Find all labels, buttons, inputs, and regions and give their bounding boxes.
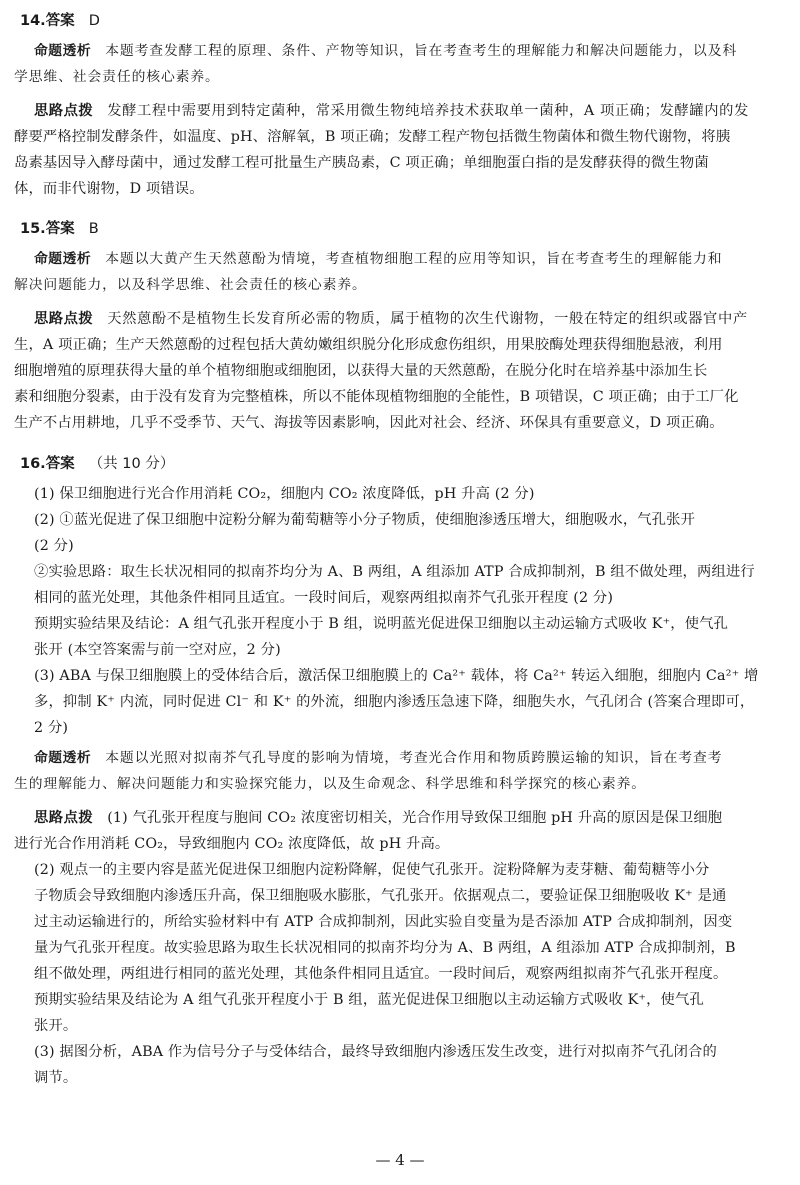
q16-approach-line: 量为气孔张开程度。故实验思路为取生长状况相同的拟南芥均分为 A、B 两组，A 组添加 ATP 合成抑制剂，B [34,940,736,956]
q16-answer-line: (3) ABA 与保卫细胞膜上的受体结合后，激活保卫细胞膜上的 Ca²⁺ 载体，将 Ca²⁺ 转运入细胞，细胞内 Ca²⁺ 增 [34,668,759,684]
q14-approach-line: 体，而非代谢物，D 项错误。 [14,181,204,197]
q15-answer: B [88,221,99,237]
q16-approach-line: 预期实验结果及结论为 A 组气孔张开程度小于 B 组，蓝光促进保卫细胞以主动运输方式吸收 K⁺，使气孔 [34,992,704,1008]
page-number: — 4 — [375,1151,425,1169]
q16-answer-line: (1) 保卫细胞进行光合作用消耗 CO₂，细胞内 CO₂ 浓度降低，pH 升高 (2 分) [34,486,535,502]
q14-approach-line: 岛素基因导入酵母菌中，通过发酵工程可批量生产胰岛素，C 项正确；单细胞蛋白指的是发酵获得的微生物菌 [14,155,709,171]
analysis-label: 命题透析 [34,251,92,267]
q16-approach-line: 调节。 [34,1070,78,1086]
q15-analysis-line: 本题以大黄产生天然蒽酚为情境，考查植物细胞工程的应用等知识，旨在考查考生的理解能力和 [105,251,723,267]
q14-number: 14. [20,13,46,29]
analysis-label: 命题透析 [34,43,92,59]
q16-answer-line: 多，抑制 K⁺ 内流，同时促进 Cl⁻ 和 K⁺ 的外流，细胞内渗透压急速下降，细胞失水，气孔闭合 (答案合理即可， [34,694,755,710]
q14-analysis-line: 学思维、社会责任的核心素养。 [14,69,220,85]
q16-approach-line: (3) 据图分析，ABA 作为信号分子与受体结合，最终导致细胞内渗透压发生改变，进行对拟南芥气孔闭合的 [34,1044,717,1060]
q16-approach-line: 张开。 [34,1018,78,1034]
q16-approach-line: 过主动运输进行的，所给实验材料中有 ATP 合成抑制剂，因此实验自变量为是否添加 ATP 合成抑制剂，因变 [34,914,733,930]
q16-answer-line: (2 分) [34,538,74,554]
q14-approach-line: 酵要严格控制发酵条件，如温度、pH、溶解氧，B 项正确；发酵工程产物包括微生物菌体和微生物代谢物，将胰 [14,129,731,145]
q15-header [20,219,99,239]
q16-answer-line: ②实验思路：取生长状况相同的拟南芥均分为 A、B 两组，A 组添加 ATP 合成抑制剂，B 组不做处理，两组进行 [34,564,755,580]
q15-analysis [14,246,782,298]
answer-label: 答案 [45,456,75,472]
q14-approach [14,98,782,202]
approach-label: 思路点拨 [34,311,94,327]
q16-approach [14,805,782,1091]
q15-approach-line: 生，A 项正确；生产天然蒽酚的过程包括大黄幼嫩组织脱分化形成愈伤组织，用果胶酶处理获得细胞悬液，利用 [14,337,723,353]
approach-label: 思路点拨 [34,810,94,826]
q16-approach-line: 组不做处理，两组进行相同的蓝光处理，其他条件相同且适宜。一段时间后，观察两组拟南芥气孔张开程度。 [34,966,728,982]
q15-analysis-line: 解决问题能力，以及科学思维、社会责任的核心素养。 [14,277,367,293]
q16-analysis-line: 本题以光照对拟南芥气孔导度的影响为情境，考查光合作用和物质跨膜运输的知识，旨在考查考 [105,750,723,766]
q16-header [20,454,174,474]
answer-label: 答案 [45,13,75,29]
q16-answer-line: 2 分) [34,720,69,736]
q14-analysis [14,38,782,90]
q16-answer-line: 张开 (本空答案需与前一空对应，2 分) [34,642,281,658]
analysis-label: 命题透析 [34,750,92,766]
q16-answer: （共 10 分） [88,456,175,472]
q15-approach [14,306,782,436]
q16-analysis-line: 生的理解能力、解决问题能力和实验探究能力，以及生命观念、科学思维和科学探究的核心素养。 [14,776,646,792]
q15-approach-line: 天然蒽酚不是植物生长发育所必需的物质，属于植物的次生代谢物，一般在特定的组织或器官中产 [107,311,748,327]
q16-approach-line: 进行光合作用消耗 CO₂，导致细胞内 CO₂ 浓度降低，故 pH 升高。 [14,836,450,852]
q16-analysis [14,745,782,797]
q16-answer-line: 相同的蓝光处理，其他条件相同且适宜。一段时间后，观察两组拟南芥气孔张开程度 (2 分) [34,590,614,606]
q16-answer-line: 预期实验结果及结论：A 组气孔张开程度小于 B 组，说明蓝光促进保卫细胞以主动运输方式吸收 K⁺，使气孔 [34,616,729,632]
q14-answer: D [88,13,100,29]
q16-approach-line: (2) 观点一的主要内容是蓝光促进保卫细胞内淀粉降解，促使气孔张开。淀粉降解为麦芽糖、葡萄糖等小分 [34,862,710,878]
q16-answer-line: (2) ①蓝光促进了保卫细胞中淀粉分解为葡萄糖等小分子物质，使细胞渗透压增大，细胞吸水，气孔张开 [34,512,696,528]
q16-answers [34,481,782,741]
q16-approach-line: 子物质会导致细胞内渗透压升高，保卫细胞吸水膨胀，气孔张开。依据观点二，要验证保卫细胞吸收 K⁺ 是通 [34,888,727,904]
q15-number: 15. [20,221,46,237]
q14-header [20,11,100,31]
q16-number: 16. [20,456,46,472]
q15-approach-line: 细胞增殖的原理获得大量的单个植物细胞或细胞团，以获得大量的天然蒽酚，在脱分化时在培养基中添加生长 [14,363,708,379]
q15-approach-line: 素和细胞分裂素，由于没有发育为完整植株，所以不能体现植物细胞的全能性，B 项错误，C 项正确；由于工厂化 [14,389,739,405]
q14-approach-line: 发酵工程中需要用到特定菌种，常采用微生物纯培养技术获取单一菌种，A 项正确；发酵罐内的发 [107,103,749,119]
approach-label: 思路点拨 [34,103,94,119]
q15-approach-line: 生产不占用耕地，几乎不受季节、天气、海拔等因素影响，因此对社会、经济、环保具有重要意义，D 项正确。 [14,415,724,431]
q14-analysis-line: 本题考查发酵工程的原理、条件、产物等知识，旨在考查考生的理解能力和解决问题能力，以及科 [105,43,738,59]
answer-label: 答案 [45,221,75,237]
q16-approach-line: (1) 气孔张开程度与胞间 CO₂ 浓度密切相关，光合作用导致保卫细胞 pH 升高的原因是保卫细胞 [107,810,723,826]
